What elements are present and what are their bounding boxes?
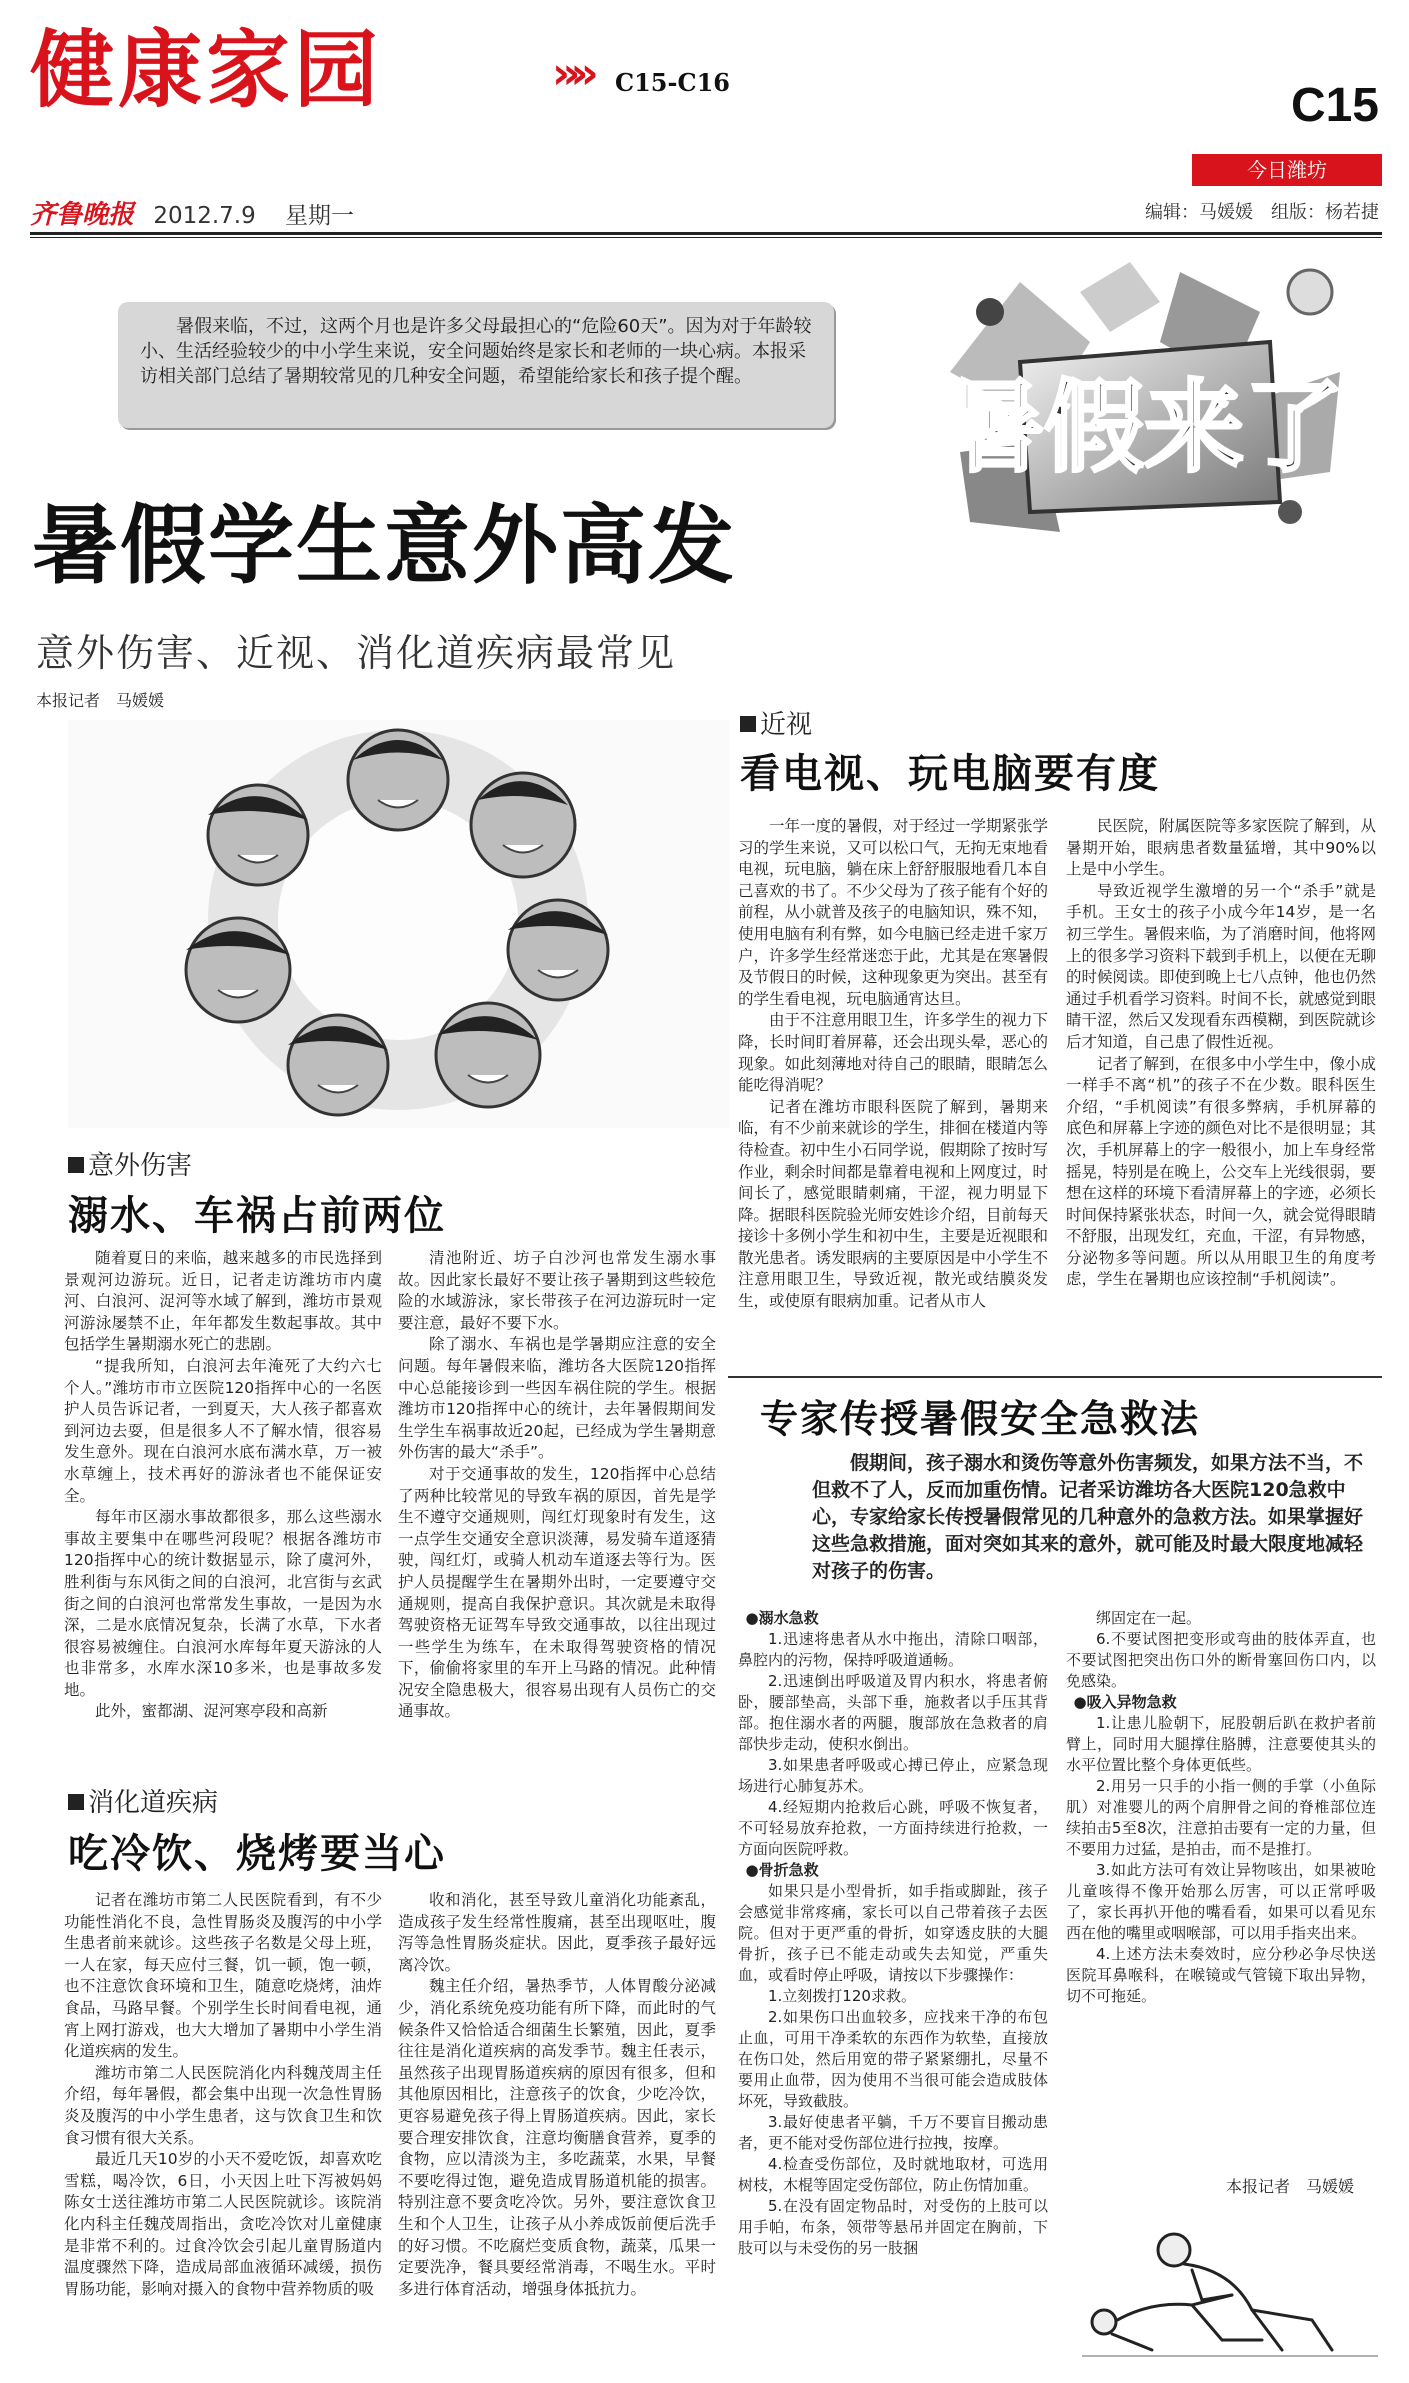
article-column [64, 1890, 382, 2364]
paragraph: 3.如此方法可有效让异物咳出，如果被呛儿童咳得不像开始那么厉害，可以正常呼吸了，家长再扒开他的嘴看看，如果可以看见东西在他的嘴里或咽喉部，可以用手指夹出来。 [1066, 1861, 1376, 1942]
section-title-digestive: 吃冷饮、烧烤要当心 [68, 1831, 446, 1877]
paragraph: 收和消化，甚至导致儿童消化功能紊乱，造成孩子发生经常性腹痛，甚至出现呕吐，腹泻等急性胃肠炎症状。因此，夏季孩子最好远离冷饮。 [398, 1891, 716, 1974]
square-bullet-icon [68, 1794, 84, 1810]
paragraph: 民医院，附属医院等多家医院了解到，从暑期开始，眼病患者数量猛增，其中90%以上是中小学生。 [1066, 817, 1376, 879]
paragraph: 记者在潍坊市眼科医院了解到，暑期来临，有不少前来就诊的学生，排徊在楼道内等待检查。初中生小石同学说，假期除了按时写作业，剩余时间都是靠着电视和上网度过，时间长了，感觉眼睛刺痛，干涩，视力明显下降。据眼科医院验光师安姓诊介绍，目前每天接诊十多例小学生和初中生，主要是近视眼和散光患者。诱发眼病的主要原因是中小学生不注意用眼卫生，导致近视，散光或结膜炎发生，或使原有眼病加重。记者从市人 [738, 1097, 1048, 1311]
first-aid-column [738, 1608, 1048, 2364]
paragraph: 1.让患儿脸朝下，屁股朝后趴在救护者前臂上，同时用大腿撑住胳膊，注意要使其头的水平位置比整个身体更低些。 [1066, 1714, 1376, 1774]
paragraph: 绑固定在一起。 [1096, 1609, 1202, 1627]
intro-box: 暑假来临，不过，这两个月也是许多父母最担心的“危险60天”。因为对于年龄较小、生活经验较少的中小学生来说，安全问题始终是家长和老师的一块心病。本报采访相关部门总结了暑期较常见的几种安全问题，希望能给家长和孩子提个醒。 [118, 302, 834, 428]
paper-logo: 齐鲁晚报 [30, 200, 135, 230]
paragraph: 除了溺水、车祸也是学暑期应注意的安全问题。每年暑假来临，潍坊各大医院120指挥中心总能接诊到一些因车祸住院的学生。根据潍坊市120指挥中心的统计，去年暑假期间发生学生车祸事故近20起，已经成为学生暑期意外伤害的最大“杀手”。 [398, 1335, 716, 1462]
dateline [30, 194, 354, 231]
paragraph: 最近几天10岁的小天不爱吃饭，却喜欢吃雪糕，喝冷饮，6日，小天因上吐下泻被妈妈陈女士送往潍坊市第二人民医院就诊。该院消化内科主任魏茂周指出，贪吃冷饮对儿童健康是非常不利的。过食冷饮会引起儿童胃肠道内温度骤然下降，造成局部血液循环减缓，损伤胃肠功能，影响对摄入的食物中营养物质的吸 [64, 2150, 382, 2298]
paragraph: 每年市区溺水事故都很多，那么这些溺水事故主要集中在哪些河段呢？根据各潍坊市120指挥中心的统计数据显示，除了虞河外，胜利街与东风街之间的白浪河，北宫街与玄武街之间的白浪河也常常发生事故，一是因为水深，二是水底情况复杂，长满了水草，下水者很容易被缠住。白浪河水库每年夏天游泳的人也非常多，水库水深10多米，也是事故多发地。 [64, 1508, 382, 1699]
paragraph: 4.经短期内抢救后心跳，呼吸不恢复者，不可轻易放弃抢救，一方面持续进行抢救，一方面向医院呼救。 [738, 1798, 1048, 1858]
article-column [398, 1248, 716, 1736]
paragraph: 对于交通事故的发生，120指挥中心总结了两种比较常见的导致车祸的原因，首先是学生不遵守交通规则，闯红灯现象时有发生，这一点学生交通安全意识淡薄，易发骑车道逐猜驶，闯红灯，或骑人机动车道逐去等行为。医护人员提醒学生在暑期外出时，一定要遵守交通规则，提高自我保护意识。其次就是未取得驾驶资格无证驾车导致交通事故，以往出现过一些学生为练车，在未取得驾驶资格的情况下，偷偷将家里的车开上马路的情况。此种情况安全隐患极大，很容易出现有人员伤亡的交通事故。 [398, 1464, 716, 1721]
editor-credits: 编辑：马媛媛 组版：杨若捷 [1145, 202, 1379, 223]
paragraph: 2.迅速倒出呼吸道及胃内积水，将患者俯卧，腰部垫高，头部下垂，施救者以手压其背部。抱住溺水者的两腿，腹部放在急救者的肩部快步走动，使积水倒出。 [738, 1672, 1048, 1753]
graphic-text: 暑假来了 [944, 369, 1344, 486]
page-number: C15 [1290, 79, 1379, 132]
paragraph: ●骨折急救 [745, 1861, 819, 1879]
paragraph: 一年一度的暑假，对于经过一学期紧张学习的学生来说，又可以松口气，无拘无束地看电视，玩电脑，躺在床上舒舒服服地看几本自己喜欢的书了。不少父母为了孩子能有个好的前程，从小就普及孩子的电脑知识，殊不知，使用电脑有利有弊，如今电脑已经走进千家万户，许多学生经常迷恋于此，尤其是在寒暑假及节假日的时候，这种现象更为突出。甚至有的学生看电视，玩电脑通宵达旦。 [738, 817, 1048, 1008]
paragraph: 3.最好使患者平躺，千万不要盲目搬动患者，更不能对受伤部位进行拉拽，按摩。 [738, 2113, 1048, 2152]
section-title-accident: 溺水、车祸占前两位 [68, 1193, 446, 1239]
issue-weekday: 星期一 [285, 203, 354, 229]
children-circle-photo [68, 720, 730, 1128]
paragraph: 潍坊市第二人民医院消化内科魏茂周主任介绍，每年暑假，都会集中出现一次急性胃肠炎及腹泻的中小学生患者，这与饮食卫生和饮食习惯有很大关系。 [64, 2063, 382, 2147]
paragraph: 如果只是小型骨折，如手指或脚趾，孩子会感觉非常疼痛，家长可以自己带着孩子去医院。但对于更严重的骨折，如穿透皮肤的大腿骨折，孩子已不能走动或失去知觉，严重失血，或看时停止呼吸，请按以下步骤操作： [738, 1882, 1048, 1984]
article-column [738, 816, 1048, 1346]
header-rule-thin [30, 237, 1382, 238]
issue-date: 2012.7.9 [153, 203, 256, 229]
paragraph: 6.不要试图把变形或弯曲的肢体弄直，也不要试图把突出伤口外的断骨塞回伤口内，以免感染。 [1066, 1630, 1376, 1690]
paragraph: 记者在潍坊市第二人民医院看到，有不少功能性消化不良，急性胃肠炎及腹泻的中小学生患者前来就诊。这些孩子名数是父母上班，一人在家，每天应付三餐，饥一顿，饱一顿，也不注意饮食环境和卫生，随意吃烧烤，油炸食品，马路早餐。个别学生长时间看电视，通宵上网打游戏，也大大增加了暑期中小学生消化道疾病的发生。 [64, 1891, 382, 2061]
summer-vacation-graphic [930, 252, 1350, 542]
local-tag: 今日潍坊 [1192, 154, 1382, 186]
double-chevron-icon: »» [552, 48, 589, 99]
paragraph: 清池附近、坊子白沙河也常发生溺水事故。因此家长最好不要让孩子暑期到这些较危险的水域游泳，家长带孩子在河边游玩时一定要注意，最好不要下水。 [398, 1249, 716, 1332]
paragraph: 魏主任介绍，暑热季节，人体胃酸分泌减少，消化系统免疫功能有所下降，而此时的气候条件又恰恰适合细菌生长繁殖，因此，夏季往往是消化道疾病的高发季节。魏主任表示，虽然孩子出现胃肠道疾病的原因有很多，但和其他原因相比，注意孩子的饮食，少吃冷饮，更容易避免孩子得上胃肠道疾病。因此，家长要合理安排饮食，注意均衡膳食营养，夏季的食物，应以清淡为主，多吃蔬菜，水果，早餐不要吃得过饱，避免造成胃肠道机能的损害。特别注意不要贪吃冷饮。另外，要注意饮食卫生和个人卫生，让孩子从小养成饭前便后洗手的好习惯。不吃腐烂变质食物，蔬菜，瓜果一定要洗净，餐具要经常消毒，不喝生水。平时多进行体育活动，增强身体抵抗力。 [398, 1977, 716, 2298]
article-column [398, 1890, 716, 2364]
paragraph: 导致近视学生激增的另一个“杀手”就是手机。王女士的孩子小成今年14岁，是一名初三学生。暑假来临，为了消磨时间，他将网上的很多学习资料下载到手机上，以便在无聊的时候阅读。即使到晚上七八点钟，他也仍然通过手机看学习资料。时间不长，就感觉到眼睛干涩，然后又发现看东西模糊，到医院就诊后才知道，自己患了假性近视。 [1066, 881, 1376, 1051]
first-aid-column [1066, 1608, 1376, 2202]
headline: 暑假学生意外高发 [32, 496, 736, 596]
paragraph: “提我所知，白浪河去年淹死了大约六七个人。”潍坊市市立医院120指挥中心的一名医护人员告诉记者，一到夏天，大人孩子都喜欢到河边去耍，但是很多人不了解水情，很容易发生意外。现在白浪河水底布满水草，万一被水草缠上，技术再好的游泳者也不能保证安全。 [64, 1356, 382, 1505]
expert-title: 专家传授暑假安全急救法 [760, 1397, 1201, 1441]
paragraph: ●溺水急救 [745, 1609, 819, 1627]
paragraph: 1.迅速将患者从水中拖出，清除口咽部，鼻腔内的污物，保持呼吸道通畅。 [738, 1630, 1048, 1669]
section-title-myopia: 看电视、玩电脑要有度 [740, 751, 1160, 797]
paragraph: 随着夏日的来临，越来越多的市民选择到景观河边游玩。近日，记者走访潍坊市内虞河、白浪河、浞河等水域了解到，潍坊市景观河游泳屡禁不止，年年都发生数起事故。其中包括学生暑期溺水死亡的悲剧。 [64, 1249, 382, 1354]
paragraph: 由于不注意用眼卫生，许多学生的视力下降，长时间盯着屏幕，还会出现头晕，恶心的现象。如此刻薄地对待自己的眼睛，眼睛怎么能吃得消呢？ [738, 1011, 1048, 1095]
square-bullet-icon [68, 1157, 84, 1173]
expert-intro: 假期间，孩子溺水和烫伤等意外伤害频发，如果方法不当，不但救不了人，反而加重伤情。记者采访潍坊各大医院120急救中心，专家给家长传授暑假常见的几种意外的急救方法。如果掌握好这些急救措施，面对突如其来的意外，就可能及时最大限度地减轻对孩子的伤害。 [812, 1452, 1364, 1582]
section-tag-accident: 意外伤害 [68, 1145, 192, 1182]
paragraph: 记者了解到，在很多中小学生中，像小成一样手不离“机”的孩子不在少数。眼科医生介绍，“手机阅读”有很多弊病，手机屏幕的底色和屏幕上字迹的颜色对比不是很明显；其次，手机屏幕上的字一般很小，加上车身经常摇晃，特别是在晚上，公交车上光线很弱，要想在这样的环境下看清屏幕上的字迹，必须长时间保持紧张状态，时间一久，就会觉得眼睛不舒服，出现发红，充血，干涩，有异物感，分泌物多等问题。所以从用眼卫生的角度考虑，学生在暑期也应该控制“手机阅读”。 [1066, 1054, 1376, 1289]
paragraph: 此外，蜜都湖、浞河寒亭段和高新 [95, 1702, 328, 1721]
paragraph: ●吸入异物急救 [1073, 1693, 1177, 1711]
square-bullet-icon [740, 716, 756, 732]
paragraph: 1.立刻拨打120求救。 [768, 1987, 916, 2005]
byline: 本报记者 马媛媛 [36, 691, 165, 710]
page-range: C15-C16 [615, 68, 730, 97]
first-aid-illustration [1082, 2210, 1378, 2360]
paragraph: 4.检查受伤部位，及时就地取材，可选用树枝，木棍等固定受伤部位，防止伤情加重。 [738, 2155, 1048, 2194]
paragraph: 5.在没有固定物品时，对受伤的上肢可以用手帕，布条，领带等悬吊并固定在胸前，下肢可以与未受伤的另一肢捆 [738, 2197, 1048, 2257]
expert-top-rule [728, 1376, 1382, 1378]
section-title: 健康家园 [30, 21, 383, 119]
paragraph: 3.如果患者呼吸或心搏已停止，应紧急现场进行心肺复苏术。 [738, 1756, 1048, 1795]
article-column [64, 1248, 382, 1736]
article-column [1066, 816, 1376, 1346]
header-rule [30, 232, 1382, 235]
paragraph: 2.如果伤口出血较多，应找来干净的布包止血，可用干净柔软的东西作为软垫，直接放在伤口处，然后用宽的带子紧紧绷扎，尽量不要用止血带，因为使用不当很可能会造成肢体坏死，导致截肢。 [738, 2008, 1048, 2110]
paragraph: 2.用另一只手的小指一侧的手掌（小鱼际肌）对准婴儿的两个肩胛骨之间的脊椎部位连续拍击5至8次，注意拍击要有一定的力量，但不要用力过猛，是拍击，而不是推打。 [1066, 1777, 1376, 1858]
section-tag-myopia: 近视 [740, 704, 812, 741]
signature: 本报记者 马媛媛 [1226, 2177, 1355, 2196]
subheadline: 意外伤害、近视、消化道疾病最常见 [36, 631, 677, 675]
paragraph: 4.上述方法未奏效时，应分秒必争尽快送医院耳鼻喉科，在喉镜或气管镜下取出异物，切不可拖延。 [1066, 1945, 1376, 2005]
section-tag-digestive: 消化道疾病 [68, 1782, 218, 1819]
